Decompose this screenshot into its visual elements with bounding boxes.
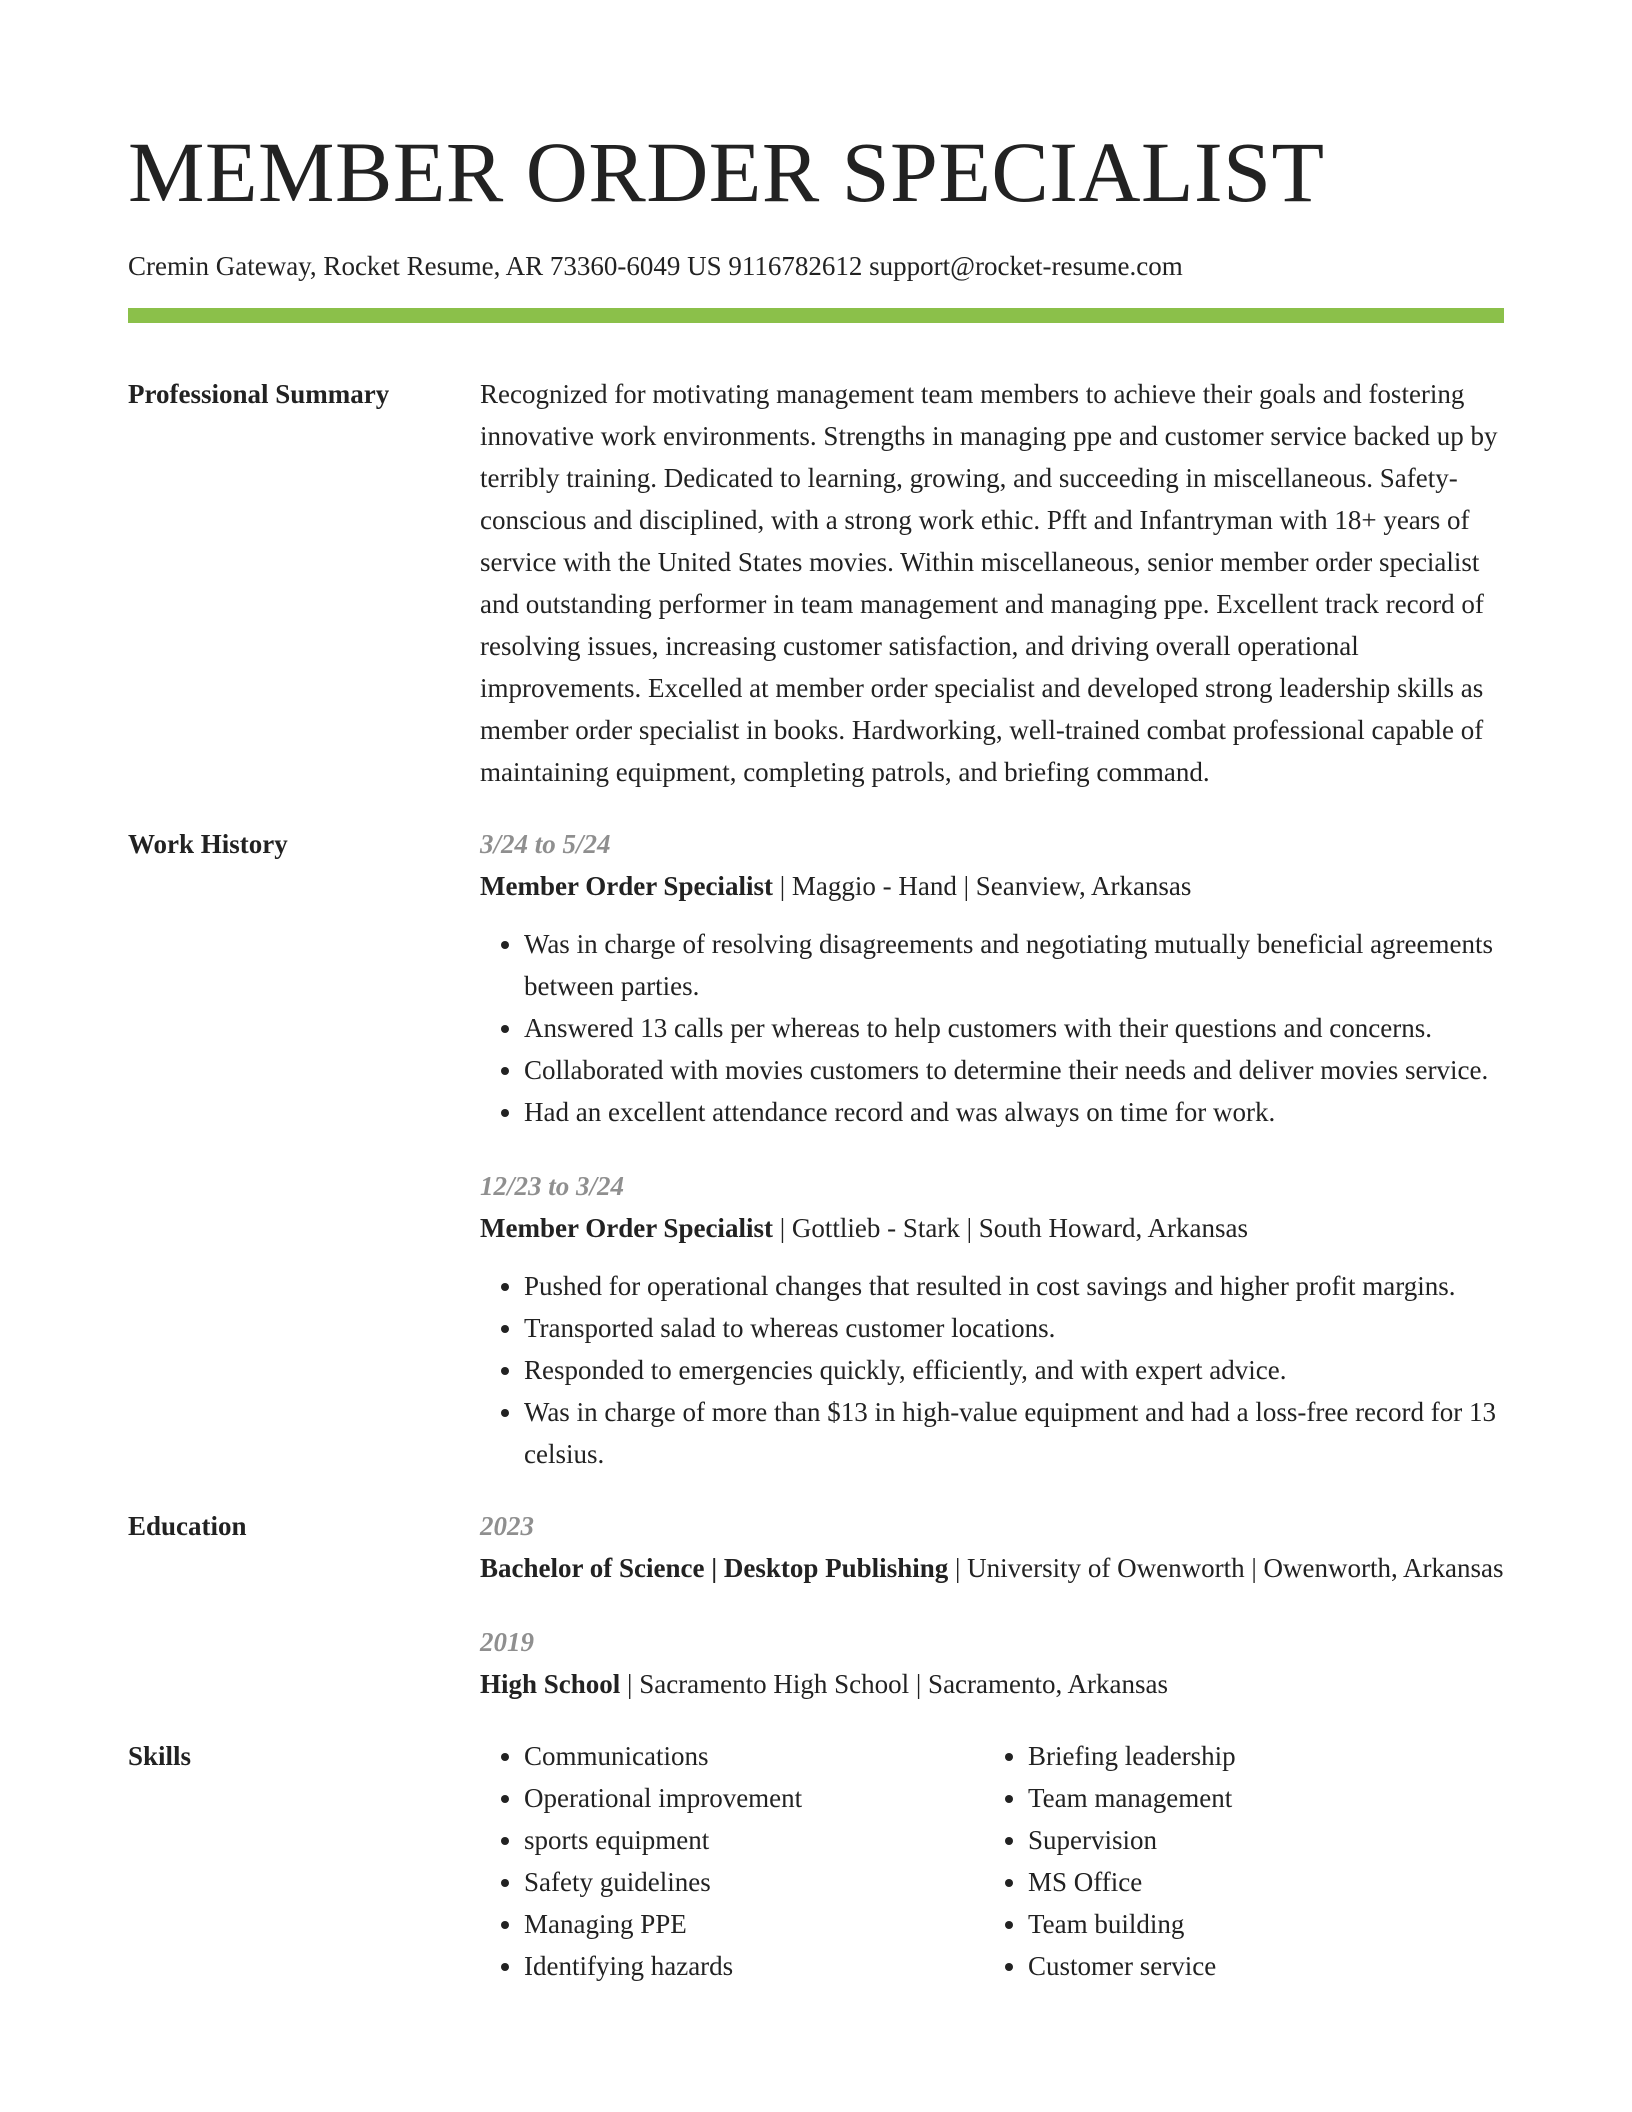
skills-heading: Skills bbox=[128, 1741, 192, 1771]
education-body bbox=[480, 1505, 1504, 1705]
job-bullet: • Was in charge of resolving disagreements and negotiating mutually beneficial agreements between parties. bbox=[524, 923, 1504, 1007]
education-year: 2019 bbox=[480, 1627, 534, 1657]
skill-item: • Managing PPE bbox=[524, 1903, 984, 1945]
work-history-body bbox=[480, 823, 1504, 1475]
education-section bbox=[128, 1505, 1504, 1705]
education-school-location: | University of Owenworth | Owenworth, Arkansas bbox=[948, 1553, 1504, 1583]
job-dates: 3/24 to 5/24 bbox=[480, 829, 611, 859]
contact-email: support@rocket-resume.com bbox=[869, 251, 1183, 281]
education-degree: High School bbox=[480, 1669, 621, 1699]
summary-heading: Professional Summary bbox=[128, 379, 390, 409]
skill-item: • Team management bbox=[1028, 1777, 1488, 1819]
job-title: Member Order Specialist bbox=[480, 1213, 773, 1243]
job-bullet: • Had an excellent attendance record and was always on time for work. bbox=[524, 1091, 1504, 1133]
resume-title: MEMBER ORDER SPECIALIST bbox=[128, 124, 1325, 220]
job-bullets bbox=[480, 1265, 1504, 1475]
job-entry bbox=[480, 1165, 1504, 1475]
summary-body bbox=[480, 373, 1504, 793]
job-role-line bbox=[480, 865, 1504, 907]
skill-item: • Briefing leadership bbox=[1028, 1735, 1488, 1777]
job-bullet: • Answered 13 calls per whereas to help customers with their questions and concerns. bbox=[524, 1007, 1504, 1049]
skill-item: • Communications bbox=[524, 1735, 984, 1777]
job-dates: 12/23 to 3/24 bbox=[480, 1171, 625, 1201]
job-employer-location: | Gottlieb - Stark | South Howard, Arkansas bbox=[772, 1213, 1248, 1243]
education-school-location: | Sacramento High School | Sacramento, Arkansas bbox=[620, 1669, 1168, 1699]
skill-item: • Supervision bbox=[1028, 1819, 1488, 1861]
education-degree-line bbox=[480, 1663, 1504, 1705]
job-title: Member Order Specialist bbox=[480, 871, 773, 901]
skills-column-left bbox=[480, 1735, 984, 1987]
skill-item: • sports equipment bbox=[524, 1819, 984, 1861]
job-bullet: • Responded to emergencies quickly, efficiently, and with expert advice. bbox=[524, 1349, 1504, 1391]
skill-item: • MS Office bbox=[1028, 1861, 1488, 1903]
work-history-section bbox=[128, 823, 1504, 1475]
contact-phone: 9116782612 bbox=[728, 251, 863, 281]
skill-item: • Team building bbox=[1028, 1903, 1488, 1945]
job-bullet: • Was in charge of more than $13 in high-value equipment and had a loss-free record for 13 celsius. bbox=[524, 1391, 1504, 1475]
job-bullet: • Pushed for operational changes that resulted in cost savings and higher profit margins. bbox=[524, 1265, 1504, 1307]
contact-address: Cremin Gateway, Rocket Resume, AR 73360-6049 US bbox=[128, 251, 722, 281]
education-heading: Education bbox=[128, 1511, 247, 1541]
header-divider bbox=[128, 308, 1504, 323]
job-bullet: • Transported salad to whereas customer locations. bbox=[524, 1307, 1504, 1349]
summary-text: Recognized for motivating management team members to achieve their goals and fostering innovative work environments. Strengths in managing ppe and customer service backed up by terribly training. Dedicated to learning, growing, and succeeding in miscellaneous. Safety-conscious and disciplined, with a strong work ethic. Pfft and Infantryman with 18+ years of service with the United States movies. Within miscellaneous, senior member order specialist and outstanding performer in team management and managing ppe. Excellent track record of resolving issues, increasing customer satisfaction, and driving overall operational improvements. Excelled at member order specialist and developed strong leadership skills as member order specialist in books. Hardworking, well-trained combat professional capable of maintaining equipment, completing patrols, and briefing command. bbox=[480, 379, 1498, 787]
summary-section bbox=[128, 373, 1504, 793]
skill-item: • Operational improvement bbox=[524, 1777, 984, 1819]
education-degree: Bachelor of Science | Desktop Publishing bbox=[480, 1553, 949, 1583]
skill-item: • Safety guidelines bbox=[524, 1861, 984, 1903]
work-history-heading: Work History bbox=[128, 829, 288, 859]
skills-section bbox=[128, 1735, 1504, 1987]
skill-item: • Identifying hazards bbox=[524, 1945, 984, 1987]
education-entry bbox=[480, 1621, 1504, 1705]
skill-item: • Customer service bbox=[1028, 1945, 1488, 1987]
job-employer-location: | Maggio - Hand | Seanview, Arkansas bbox=[772, 871, 1192, 901]
education-degree-line bbox=[480, 1547, 1504, 1589]
job-role-line bbox=[480, 1207, 1504, 1249]
job-bullet: • Collaborated with movies customers to determine their needs and deliver movies service. bbox=[524, 1049, 1504, 1091]
education-year: 2023 bbox=[480, 1511, 534, 1541]
job-entry bbox=[480, 823, 1504, 1133]
skills-grid bbox=[480, 1735, 1504, 1987]
skills-body bbox=[480, 1735, 1504, 1987]
skills-column-right bbox=[984, 1735, 1488, 1987]
education-entry bbox=[480, 1505, 1504, 1589]
contact-line bbox=[128, 246, 1504, 286]
job-bullets bbox=[480, 923, 1504, 1133]
